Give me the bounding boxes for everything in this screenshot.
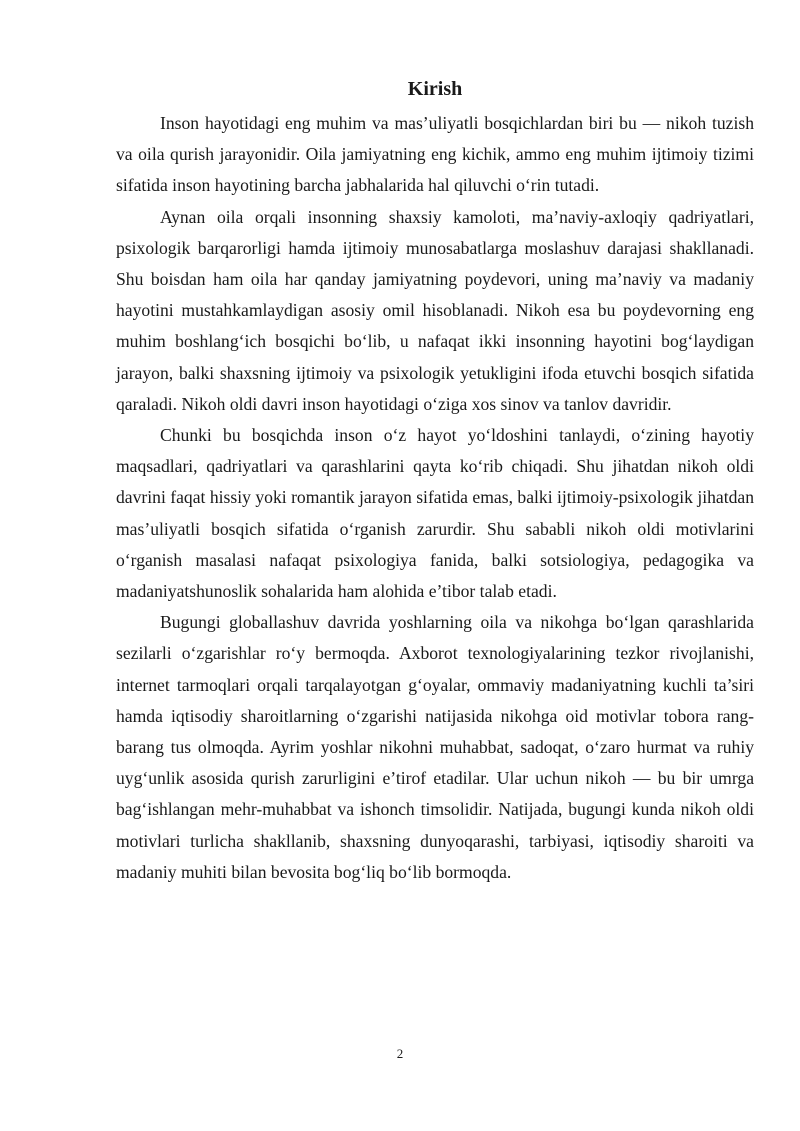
paragraph-2: Aynan oila orqali insonning shaxsiy kamoloti, ma’naviy-axloqiy qadriyatlari, psixologik barqarorligi hamda ijtimoiy munosabatlarga moslashuv darajasi shakllanadi. Shu boisdan ham oila har qanday jamiyatning poydevori, uning ma’naviy va madaniy hayotini mustahkamlaydigan asosiy omil hisoblanadi. Nikoh esa bu poydevorning eng muhim boshlang‘ich bosqichi bo‘lib, u nafaqat ikki insonning hayotini bog‘laydigan jarayon, balki shaxsning ijtimoiy va psixologik yetukligini ifoda etuvchi bosqich sifatida qaraladi. Nikoh oldi davri inson hayotidagi o‘ziga xos sinov va tanlov davridir. [116,206,754,414]
paragraph-1: Inson hayotidagi eng muhim va mas’uliyatli bosqichlardan biri bu — nikoh tuzish va oila qurish jarayonidir. Oila jamiyatning eng kichik, ammo eng muhim ijtimoiy tizimi sifatida inson hayotining barcha jabhalarida hal qiluvchi o‘rin tutadi. [116,113,754,196]
page-number: 2 [396,1046,404,1061]
paragraph-4: Bugungi globallashuv davrida yoshlarning oila va nikohga bo‘lgan qarashlarida sezilarli o‘zgarishlar ro‘y bermoqda. Axborot texnologiyalarining tezkor rivojlanishi, internet tarmoqlari orqali tarqalayotgan g‘oyalar, ommaviy madaniyatning kuchli ta’siri hamda iqtisodiy sharoitlarning o‘zgarishi natijasida nikohga oid motivlar tobora rang-barang tus olmoqda. Ayrim yoshlar nikohni muhabbat, sadoqat, o‘zaro hurmat va ruhiy uyg‘unlik asosida qurish zarurligini e’tirof etadilar. Ular uchun nikoh — bu bir umrga bag‘ishlangan mehr-muhabbat va ishonch timsolidir. Natijada, bugungi kunda nikoh oldi motivlari turlicha shakllanib, shaxsning dunyoqarashi, tarbiyasi, iqtisodiy sharoiti va madaniy muhiti bilan bevosita bog‘liq bo‘lib bormoqda. [116,612,754,882]
section-title: Kirish [407,78,463,100]
paragraph-3: Chunki bu bosqichda inson o‘z hayot yo‘ldoshini tanlaydi, o‘zining hayotiy maqsadlari, qadriyatlari va qarashlarini qayta ko‘rib chiqadi. Shu jihatdan nikoh oldi davrini faqat hissiy yoki romantik jarayon sifatida emas, balki ijtimoiy-psixologik jihatdan mas’uliyatli bosqich sifatida o‘rganish zarurdir. Shu sababli nikoh oldi motivlarini o‘rganish masalasi nafaqat psixologiya fanida, balki sotsiologiya, pedagogika va madaniyatshunoslik sohalarida ham alohida e’tibor talab etadi. [116,425,754,602]
document-page [116,72,754,888]
